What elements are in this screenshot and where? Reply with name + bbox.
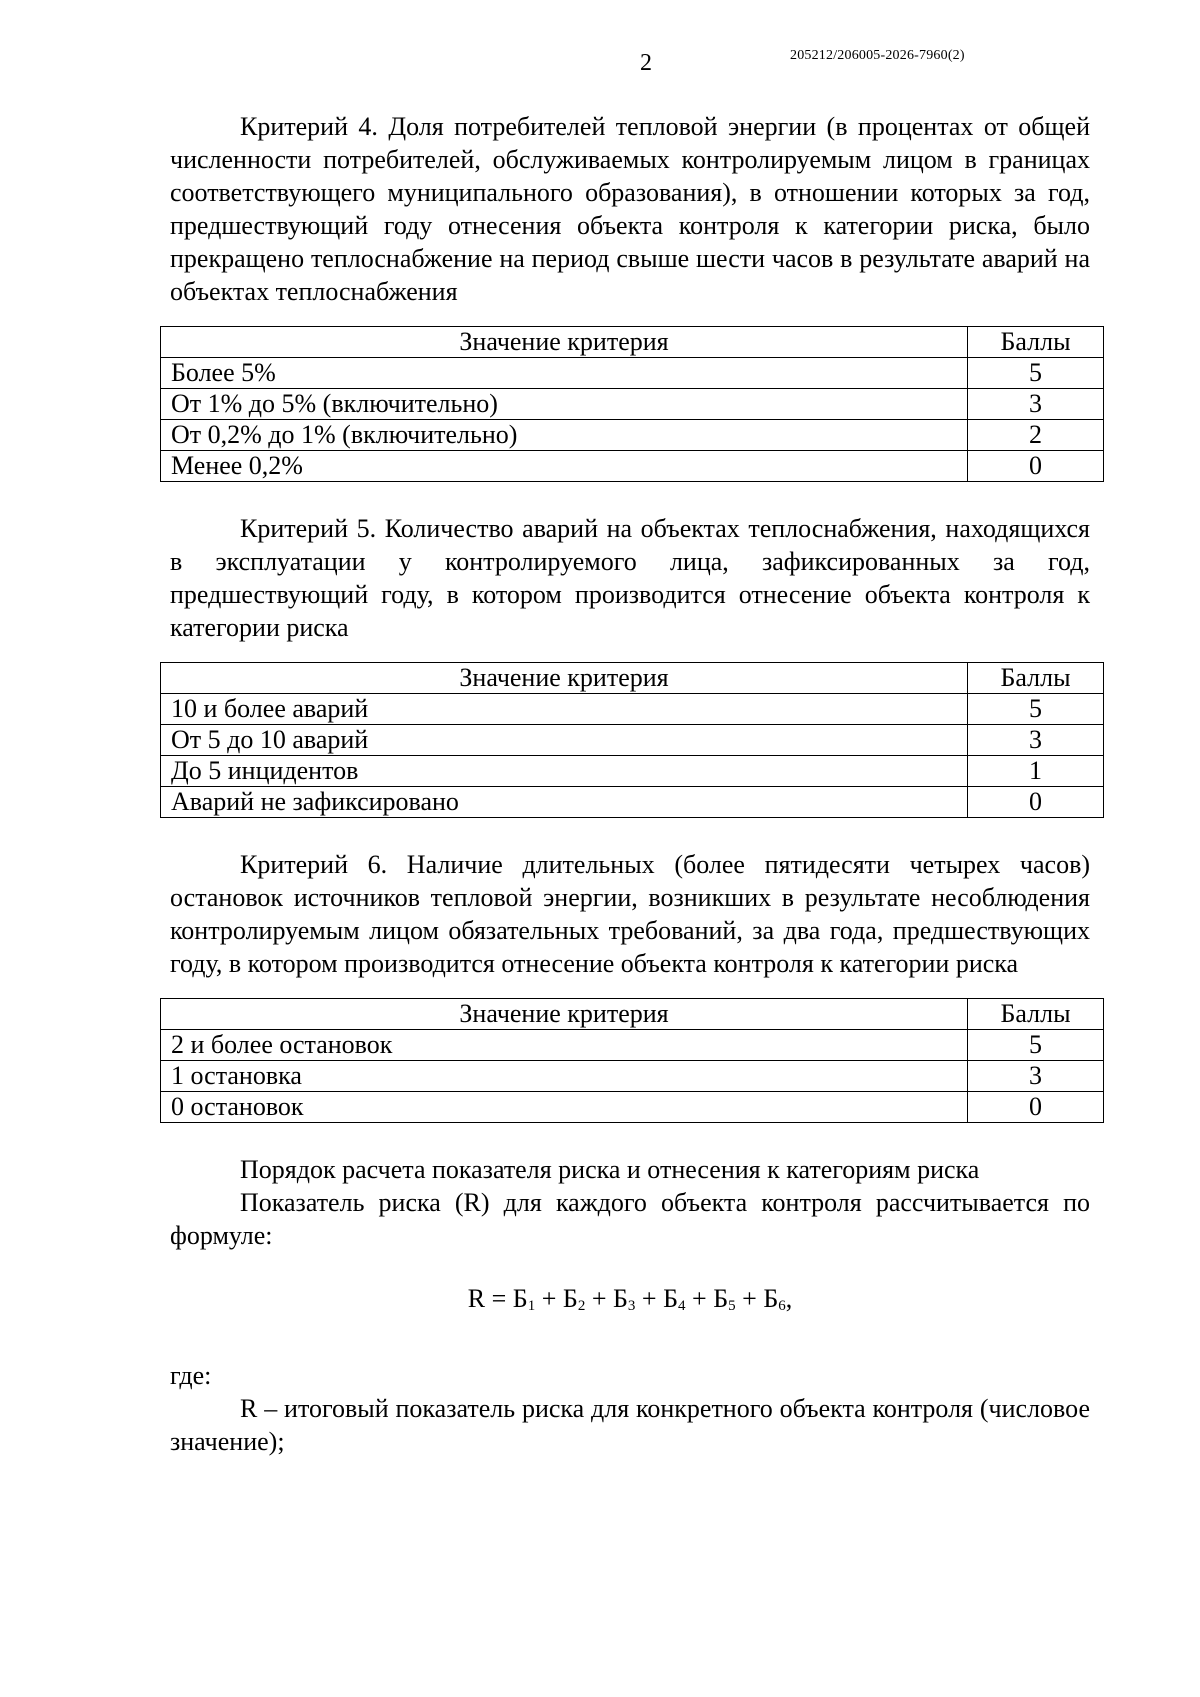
criterion-6-table: [160, 998, 1104, 1123]
formula-operator: +: [635, 1284, 664, 1313]
points-cell: 5: [968, 1030, 1104, 1061]
document-id: 205212/206005-2026-7960(2): [790, 48, 965, 63]
points-cell: 5: [968, 694, 1104, 725]
formula-end: ,: [785, 1284, 793, 1313]
criterion-value-cell: Более 5%: [161, 358, 968, 389]
table-row: [161, 725, 1104, 756]
criterion-value-cell: 1 остановка: [161, 1061, 968, 1092]
points-cell: 3: [968, 1061, 1104, 1092]
table-row: [161, 694, 1104, 725]
table-row: [161, 451, 1104, 482]
criterion-value-cell: От 5 до 10 аварий: [161, 725, 968, 756]
table-row: [161, 358, 1104, 389]
table-row: [161, 420, 1104, 451]
table-row: [161, 787, 1104, 818]
criterion-value-cell: До 5 инцидентов: [161, 756, 968, 787]
page-number: 2: [640, 50, 652, 76]
calculation-intro: Показатель риска (R) для каждого объекта контроля рассчитывается по формуле:: [170, 1188, 1090, 1250]
points-cell: 3: [968, 725, 1104, 756]
column-header-points: Баллы: [968, 327, 1104, 358]
formula-operator: +: [685, 1284, 714, 1313]
criterion-value-cell: 2 и более остановок: [161, 1030, 968, 1061]
formula-term: $Б_1$: [512, 1284, 536, 1314]
formula-operator: +: [585, 1284, 613, 1313]
calculation-heading: Порядок расчета показателя риска и отнесения к категориям риска: [240, 1155, 980, 1184]
column-header-value: Значение критерия: [161, 327, 968, 358]
criterion-value-cell: Менее 0,2%: [161, 451, 968, 482]
points-cell: 2: [968, 420, 1104, 451]
points-cell: 0: [968, 1092, 1104, 1123]
points-cell: 3: [968, 389, 1104, 420]
column-header-value: Значение критерия: [161, 999, 968, 1030]
criterion-value-cell: 10 и более аварий: [161, 694, 968, 725]
formula-lhs: R =: [467, 1284, 513, 1313]
points-cell: 1: [968, 756, 1104, 787]
table-header-row: [161, 663, 1104, 694]
document-body: [170, 110, 1090, 1458]
column-header-points: Баллы: [968, 663, 1104, 694]
table-row: [161, 1092, 1104, 1123]
criterion-5-table: [160, 662, 1104, 818]
formula-term: $Б_2$: [562, 1284, 586, 1314]
column-header-points: Баллы: [968, 999, 1104, 1030]
risk-formula: [170, 1282, 1090, 1323]
formula-operator: +: [535, 1284, 563, 1313]
table-header-row: [161, 327, 1104, 358]
criterion-value-cell: 0 остановок: [161, 1092, 968, 1123]
where-label: где:: [170, 1361, 212, 1390]
table-row: [161, 389, 1104, 420]
criterion-value-cell: От 0,2% до 1% (включительно): [161, 420, 968, 451]
criterion-6-text: Критерий 6. Наличие длительных (более пятидесяти четырех часов) остановок источников тепловой энергии, возникших в результате несоблюдения контролируемым лицом обязательных требований, за два года, предшествующих году, в котором производится отнесение объекта контроля к категории риска: [170, 850, 1090, 978]
criterion-4-text: Критерий 4. Доля потребителей тепловой энергии (в процентах от общей численности потребителей, обслуживаемых контролируемым лицом в границах соответствующего муниципального образования), в отношении которых за год, предшествующий году отнесения объекта контроля к категории риска, было прекращено теплоснабжение на период свыше шести часов в результате аварий на объектах теплоснабжения: [170, 112, 1090, 306]
formula-term: $Б_6$: [763, 1284, 786, 1314]
points-cell: 5: [968, 358, 1104, 389]
table-header-row: [161, 999, 1104, 1030]
criterion-4-table: [160, 326, 1104, 482]
formula-term: $Б_4$: [663, 1284, 686, 1314]
table-row: [161, 1030, 1104, 1061]
column-header-value: Значение критерия: [161, 663, 968, 694]
points-cell: 0: [968, 787, 1104, 818]
formula-term: $Б_5$: [713, 1284, 736, 1314]
table-row: [161, 756, 1104, 787]
table-row: [161, 1061, 1104, 1092]
formula-term: $Б_3$: [612, 1284, 636, 1314]
criterion-value-cell: Аварий не зафиксировано: [161, 787, 968, 818]
criterion-value-cell: От 1% до 5% (включительно): [161, 389, 968, 420]
r-definition: R – итоговый показатель риска для конкретного объекта контроля (числовое значение);: [170, 1394, 1090, 1456]
formula-operator: +: [735, 1284, 764, 1313]
points-cell: 0: [968, 451, 1104, 482]
criterion-5-text: Критерий 5. Количество аварий на объектах теплоснабжения, находящихся в эксплуатации у контролируемого лица, зафиксированных за год, предшествующий году, в котором производится отнесение объекта контроля к категории риска: [170, 514, 1090, 642]
